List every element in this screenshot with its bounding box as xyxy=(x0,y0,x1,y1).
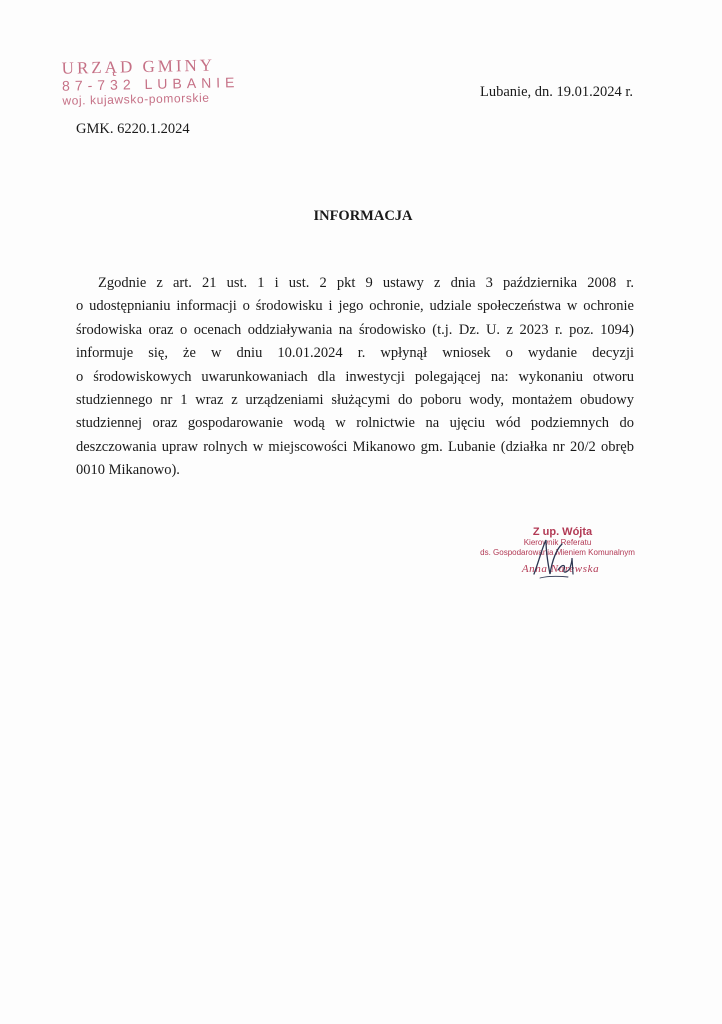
body-line: środowiska oraz o ocenach oddziaływania na środowisko (t.j. Dz. U. z 2023 r. poz. 1094) xyxy=(76,321,634,338)
reference-number: GMK. 6220.1.2024 xyxy=(76,121,190,137)
signature-position-line: Kierownik Referatu xyxy=(523,538,592,547)
body-line: 0010 Mikanowo). xyxy=(76,462,180,479)
stamp-postal-address: 87-732 LUBANIE xyxy=(61,74,240,94)
signature-authority: Z up. Wójta xyxy=(532,526,593,538)
stamp-region: woj. kujawsko-pomorskie xyxy=(62,90,210,108)
document-title: INFORMACJA xyxy=(313,208,413,224)
signature-position-line: ds. Gospodarowania Mieniem Komunalnym xyxy=(480,548,635,557)
place-and-date: Lubanie, dn. 19.01.2024 r. xyxy=(480,84,634,100)
signatory-name: Anna Narewska xyxy=(521,563,600,575)
body-line: deszczowania upraw rolnych w miejscowości Mikanowo gm. Lubanie (działka nr 20/2 obręb xyxy=(76,438,634,455)
body-line: o udostępnianiu informacji o środowisku i jego ochronie, udziale społeczeństwa w ochronie xyxy=(76,298,634,315)
body-paragraph xyxy=(76,272,634,483)
body-line: o środowiskowych uwarunkowaniach dla inwestycji polegającej na: wykonaniu otworu xyxy=(76,368,634,385)
body-line: studziennej oraz gospodarowanie wodą w rolnictwie na ujęciu wód podziemnych do xyxy=(76,415,634,432)
body-line: Zgodnie z art. 21 ust. 1 i ust. 2 pkt 9 ustawy z dnia 3 października 2008 r. xyxy=(98,275,634,291)
body-line: studziennego nr 1 wraz z urządzeniami służącymi do poboru wody, montażem obudowy xyxy=(76,391,634,408)
handwritten-signature xyxy=(528,534,584,582)
office-stamp xyxy=(61,55,240,108)
stamp-office-name: URZĄD GMINY xyxy=(61,55,216,78)
body-line: informuje się, że w dniu 10.01.2024 r. wpłynął wniosek o wydanie decyzji xyxy=(76,345,634,362)
